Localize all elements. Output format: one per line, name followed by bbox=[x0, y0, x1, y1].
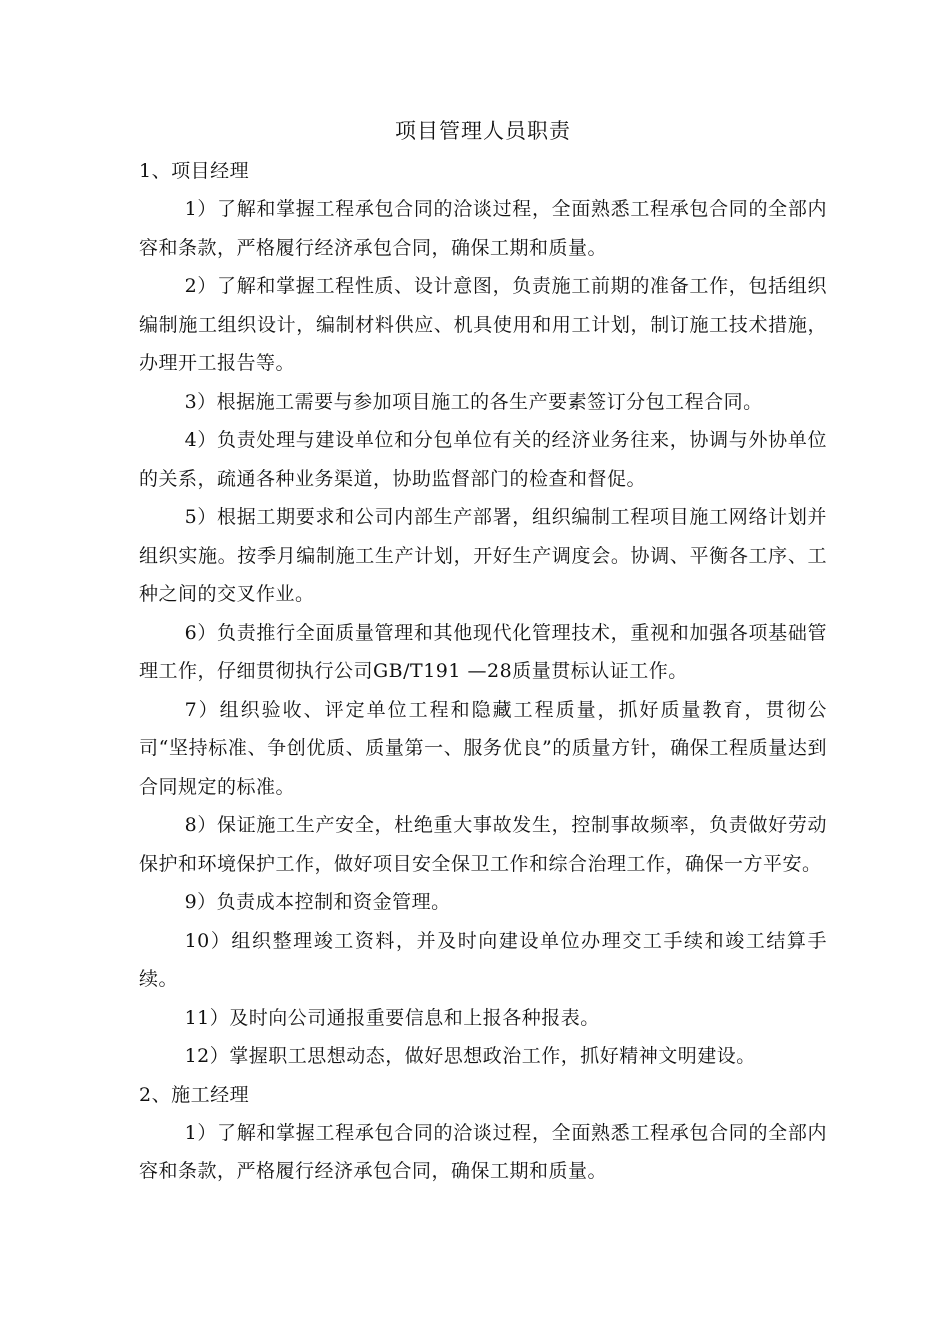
duty-item: 12）掌握职工思想动态，做好思想政治工作，抓好精神文明建设。 bbox=[184, 1045, 756, 1067]
document-content bbox=[139, 112, 827, 1191]
duty-item: 6）负责推行全面质量管理和其他现代化管理技术，重视和加强各项基础管理工作，仔细贯彻执行公司GB/T191 —28质量贯标认证工作。 bbox=[139, 621, 827, 682]
section-heading: 2、施工经理 bbox=[139, 1083, 250, 1106]
duty-item: 8）保证施工生产安全，杜绝重大事故发生，控制事故频率，负责做好劳动保护和环境保护工作，做好项目安全保卫工作和综合治理工作，确保一方平安。 bbox=[139, 814, 827, 875]
duty-item: 1）了解和掌握工程承包合同的洽谈过程，全面熟悉工程承包合同的全部内容和条款，严格履行经济承包合同，确保工期和质量。 bbox=[139, 198, 827, 259]
duty-item: 10）组织整理竣工资料，并及时向建设单位办理交工手续和竣工结算手续。 bbox=[139, 929, 827, 990]
duty-item: 9）负责成本控制和资金管理。 bbox=[184, 891, 451, 913]
section-project-manager bbox=[139, 152, 827, 1076]
duty-item: 2）了解和掌握工程性质、设计意图，负责施工前期的准备工作，包括组织编制施工组织设计，编制材料供应、机具使用和用工计划，制订施工技术措施，办理开工报告等。 bbox=[139, 275, 827, 374]
duty-item: 1）了解和掌握工程承包合同的洽谈过程，全面熟悉工程承包合同的全部内容和条款，严格履行经济承包合同，确保工期和质量。 bbox=[139, 1121, 827, 1182]
duty-item: 4）负责处理与建设单位和分包单位有关的经济业务往来，协调与外协单位的关系，疏通各种业务渠道，协助监督部门的检查和督促。 bbox=[139, 429, 827, 490]
duty-list bbox=[139, 190, 827, 1076]
duty-item: 3）根据施工需要与参加项目施工的各生产要素签订分包工程合同。 bbox=[184, 390, 763, 413]
duty-item: 7）组织验收、评定单位工程和隐藏工程质量，抓好质量教育，贯彻公司“坚持标准、争创优质、质量第一、服务优良”的质量方针，确保工程质量达到合同规定的标准。 bbox=[139, 698, 827, 798]
duty-item: 11）及时向公司通报重要信息和上报各种报表。 bbox=[184, 1006, 600, 1029]
section-heading: 1、项目经理 bbox=[139, 160, 250, 182]
duty-item: 5）根据工期要求和公司内部生产部署，组织编制工程项目施工网络计划并组织实施。按季月编制施工生产计划，开好生产调度会。协调、平衡各工序、工种之间的交叉作业。 bbox=[139, 506, 827, 605]
duty-list bbox=[139, 1114, 827, 1191]
section-construction-manager bbox=[139, 1076, 827, 1191]
page-title: 项目管理人员职责 bbox=[395, 119, 571, 143]
